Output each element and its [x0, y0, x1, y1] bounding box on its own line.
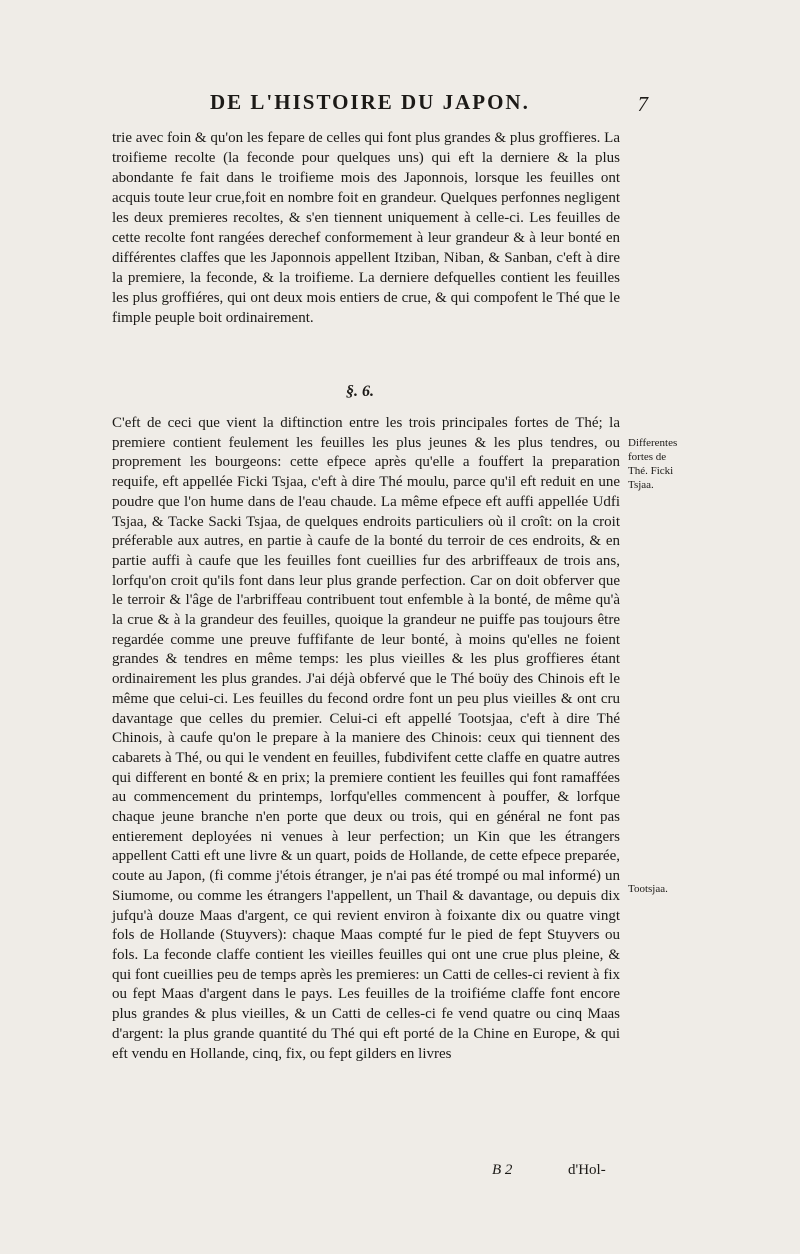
section-heading: §. 6.: [346, 383, 374, 400]
signature-mark: B 2: [492, 1162, 513, 1178]
margin-note-1: Differentes fortes de Thé. Ficki Tsjaa.: [628, 437, 678, 491]
paragraph-2: C'eft de ceci que vient la diftinction entre les trois principales fortes de Thé; la premiere contient feulement les feuilles les plus jeunes & les plus tendres, ou proprement les bourgeons: cette efpece après qu'elle a fouffert la preparation requife, eft appellée Ficki Tsjaa, c'eft à dire Thé moulu, parce qu'il eft reduit en une poudre que l'on hume dans de l'eau chaude. La même efpece eft auffi appellée Udfi Tsjaa, & Tacke Sacki Tsjaa, de quelques endroits particuliers où il croît: on la croit préferable aux autres, en partie à caufe de la bonté du terroir de ces endroits, & en partie auffi à caufe que les feuilles font cueillies fur des arbriffeaux de trois ans, lorfqu'on croit qu'ils font dans leur plus grande perfection. Car on doit obferver que le terroir & l'âge de l'arbriffeau contribuent tout enfemble à la bonté, de même qu'à la crue & à la grandeur des feuilles, quoique la grandeur ne puiffe pas toujours être regardée comme une preuve fuffifante de leur bonté, à moins qu'elles ne foient grandes & tendres en même temps: les plus vieilles & les plus groffieres étant ordinairement les plus grandes. J'ai déjà obfervé que le Thé boüy des Chinois eft le même que celui-ci. Les feuilles du fecond ordre font un peu plus vieilles & ont cru davantage que celles du premier. Celui-ci eft appellé Tootsjaa, c'eft à dire Thé Chinois, à caufe qu'on le prepare à la maniere des Chinois: ceux qui tiennent des cabarets à Thé, ou qui le vendent en feuilles, fubdivifent cette claffe en quatre autres qui different en bonté & en prix; la premiere contient les feuilles qui font ramaffées au commencement du printemps, lorfqu'elles commencent à pouffer, & lorfque chaque jeune branche n'en porte que deux ou trois, qui en général ne font pas entierement deployées ni venues à leur perfection; un Kin que les étrangers appellent Catti eft une livre & un quart, poids de Hollande, de cette efpece preparée, coute au Japon, (fi comme j'étois étranger, je n'ai pas été trompé ou mal informé) un Siumome, ou comme les étrangers l'appellent, un Thail & davantage, ou depuis dix jufqu'à douze Maas d'argent, ce qui revient environ à foixante dix ou quatre vingt fols de Hollande (Stuyvers): chaque Maas compté fur le pied de fept Stuyvers ou fols. La feconde claffe contient les vieilles feuilles qui ont une crue plus pleine, & qui font cueillies peu de temps après les premieres: un Catti de celles-ci revient à fix ou fept Maas d'argent dans le pays. Les feuilles de la troifiéme claffe font encore plus grandes & plus vieilles, & un Catti de celles-ci fe vend quatre ou cinq Maas d'argent: la plus grande quantité du Thé qui eft porté de la Chine en Europe, & qui eft vendu en Hollande, cinq, fix, ou fept gilders en livres: [112, 415, 620, 1062]
page-number: 7: [637, 92, 650, 116]
paragraph-1: trie avec foin & qu'on les fepare de celles qui font plus grandes & plus groffieres. La troifieme recolte (la feconde pour quelques uns) qui eft la derniere & la plus abondante fe fait dans le troifieme mois des Japonnois, lorsque les feuilles ont acquis toute leur crue,foit en nombre foit en grandeur. Quelques perfonnes negligent les deux premieres recoltes, & s'en tiennent uniquement à celle-ci. Les feuilles de cette recolte font rangées derechef conformement à leur grandeur & à leur bonté en différentes claffes que les Japonnois appellent Itziban, Niban, & Sanban, c'eft à dire la premiere, la feconde, & la troifieme. La derniere defquelles contient les feuilles les plus groffiéres, qui ont deux mois entiers de crue, & qui compofent le Thé que le fimple peuple boit ordinairement.: [112, 130, 620, 326]
running-title: DE L'HISTOIRE DU JAPON.: [210, 90, 530, 114]
catchword: d'Hol-: [568, 1162, 606, 1178]
margin-note-2: Tootsjaa.: [628, 883, 668, 895]
running-header: [210, 90, 650, 120]
